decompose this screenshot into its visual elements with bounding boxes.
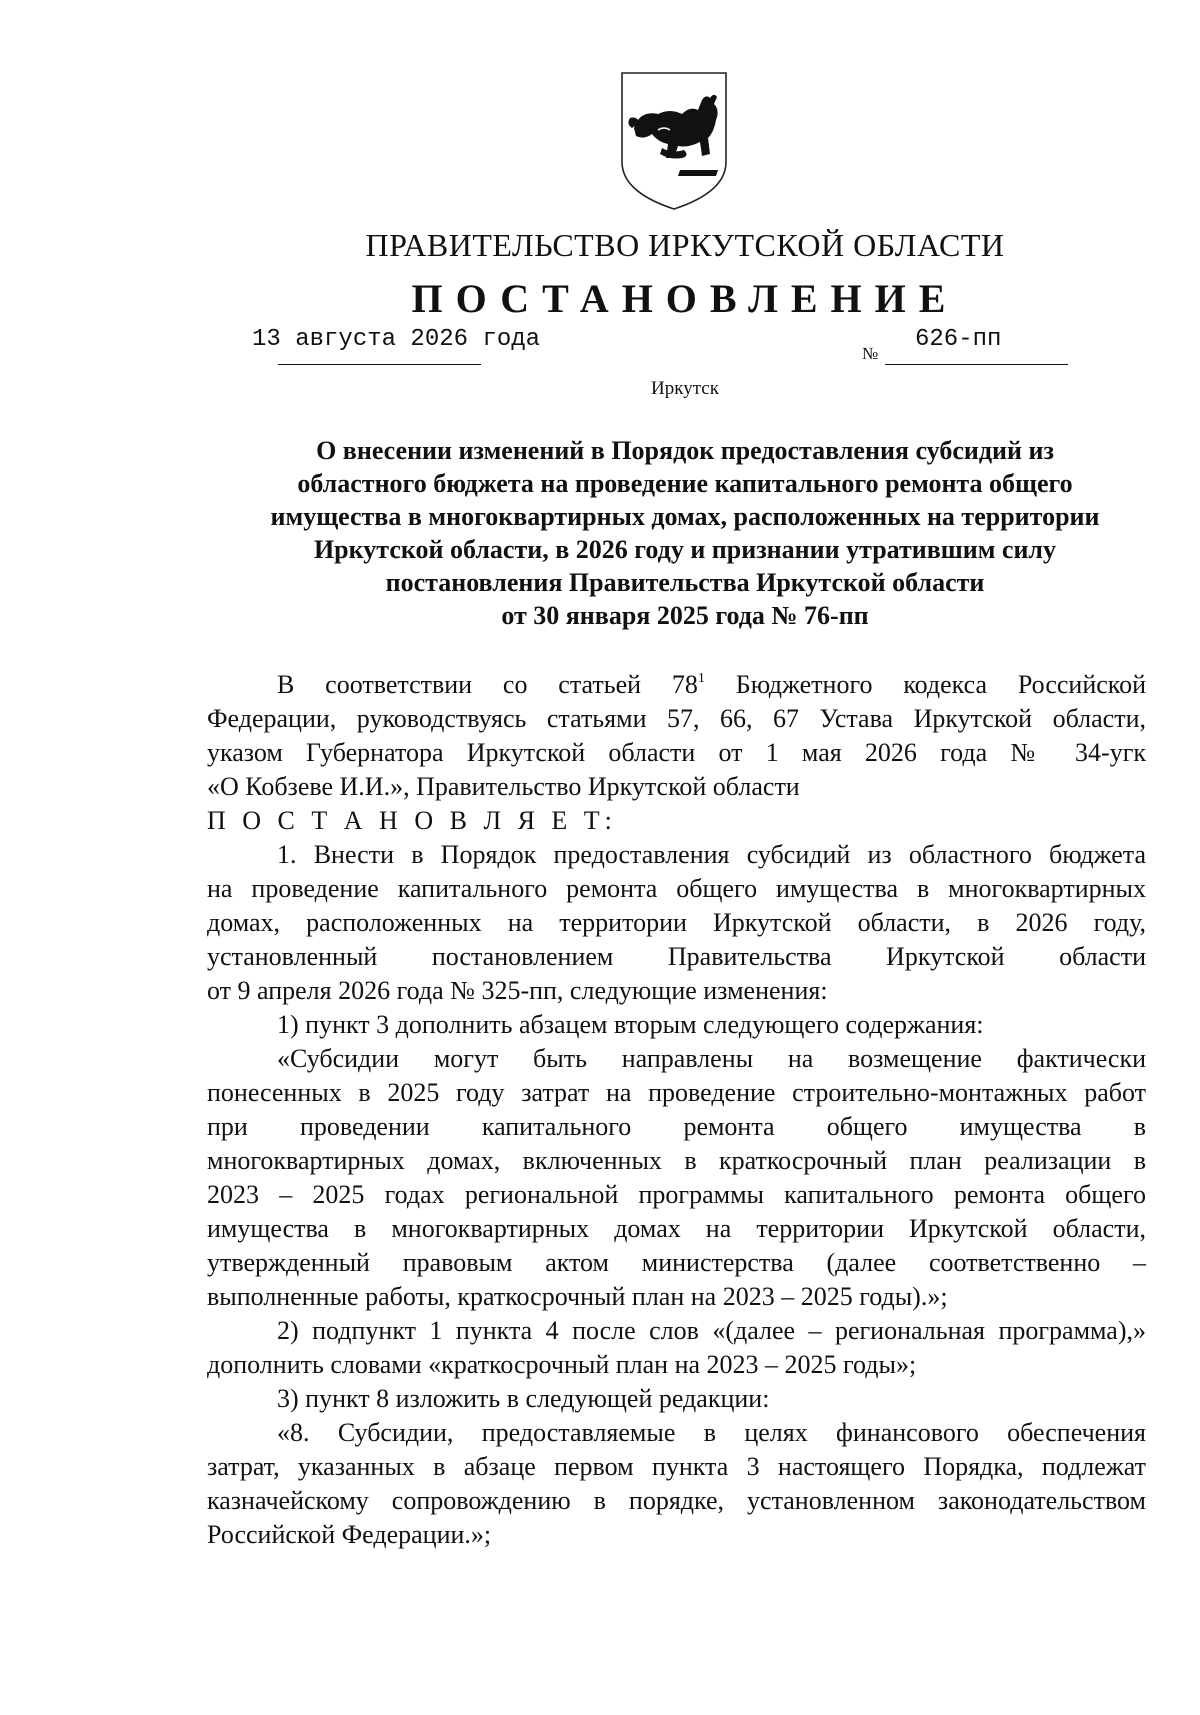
preamble-line: «О Кобзеве И.И.», Правительство Иркутской области xyxy=(207,772,800,801)
document-date: 13 августа 2026 года xyxy=(252,326,541,353)
authority-name: ПРАВИТЕЛЬСТВО ИРКУТСКОЙ ОБЛАСТИ xyxy=(365,227,1005,263)
superscript: 1 xyxy=(697,671,705,686)
paragraph-line: 1) пункт 3 дополнить абзацем вторым следующего содержания: xyxy=(277,1010,984,1039)
paragraph-line: на проведение капитального ремонта общего имущества в многоквартирных xyxy=(207,874,1146,903)
paragraph-line: 1. Внести в Порядок предоставления субсидий из областного бюджета xyxy=(277,840,1146,869)
paragraph-line: утвержденный правовым актом министерства (далее соответственно – xyxy=(207,1248,1146,1277)
paragraph-line: Российской Федерации.»; xyxy=(207,1520,492,1549)
number-sign: № xyxy=(862,344,879,363)
coat-of-arms-icon xyxy=(618,70,730,212)
paragraph-line: 2023 – 2025 годах региональной программы капитального ремонта общего xyxy=(207,1180,1146,1209)
paragraph-line: установленный постановлением Правительства Иркутской области xyxy=(207,942,1146,971)
decree-word: П О С Т А Н О В Л Я Е Т: xyxy=(207,806,617,835)
document-number: 626-пп xyxy=(915,326,1002,353)
paragraph-line: многоквартирных домах, включенных в краткосрочный план реализации в xyxy=(207,1146,1146,1175)
paragraph-line: от 9 апреля 2026 года № 325-пп, следующие изменения: xyxy=(207,976,828,1005)
number-underline xyxy=(885,364,1068,365)
title-line: О внесении изменений в Порядок предоставления субсидий из xyxy=(316,436,1054,465)
title-line: Иркутской области, в 2026 году и признании утратившим силу xyxy=(313,535,1057,564)
paragraph-line: затрат, указанных в абзаце первом пункта 3 настоящего Порядка, подлежат xyxy=(207,1452,1146,1481)
paragraph-line: выполненные работы, краткосрочный план на 2023 – 2025 годы).»; xyxy=(207,1282,948,1311)
paragraph-line: казначейскому сопровождению в порядке, установленном законодательством xyxy=(207,1486,1146,1515)
title-line: имущества в многоквартирных домах, расположенных на территории xyxy=(270,502,1100,531)
title-line: от 30 января 2025 года № 76-пп xyxy=(501,601,869,630)
paragraph-line: «8. Субсидии, предоставляемые в целях финансового обеспечения xyxy=(277,1418,1146,1447)
preamble-line: указом Губернатора Иркутской области от 1 мая 2026 года № 34-угк xyxy=(207,738,1146,767)
paragraph-line: при проведении капитального ремонта общего имущества в xyxy=(207,1112,1146,1141)
paragraph-line: дополнить словами «краткосрочный план на 2023 – 2025 годы»; xyxy=(207,1350,917,1379)
paragraph-line: «Субсидии могут быть направлены на возмещение фактически xyxy=(277,1044,1146,1073)
paragraph-line: домах, расположенных на территории Иркутской области, в 2026 году, xyxy=(207,908,1146,937)
document-title xyxy=(213,434,1157,632)
date-underline xyxy=(278,364,481,365)
paragraph-line: 3) пункт 8 изложить в следующей редакции: xyxy=(277,1384,770,1413)
paragraph-line: понесенных в 2025 году затрат на проведение строительно-монтажных работ xyxy=(207,1078,1146,1107)
paragraph-line: 2) подпункт 1 пункта 4 после слов «(далее – региональная программа),» xyxy=(277,1316,1146,1345)
preamble-line: В соответствии со статьей $78^1$ Бюджетного кодекса Российской xyxy=(277,670,1147,699)
document-body xyxy=(207,668,1146,1552)
city-name: Иркутск xyxy=(651,378,719,399)
preamble-line: Федерации, руководствуясь статьями 57, 66, 67 Устава Иркутской области, xyxy=(207,704,1146,733)
title-line: областного бюджета на проведение капитального ремонта общего xyxy=(297,469,1073,498)
title-line: постановления Правительства Иркутской области xyxy=(385,568,985,597)
paragraph-line: имущества в многоквартирных домах на территории Иркутской области, xyxy=(207,1214,1146,1243)
document-type: ПОСТАНОВЛЕНИЕ xyxy=(411,276,959,321)
